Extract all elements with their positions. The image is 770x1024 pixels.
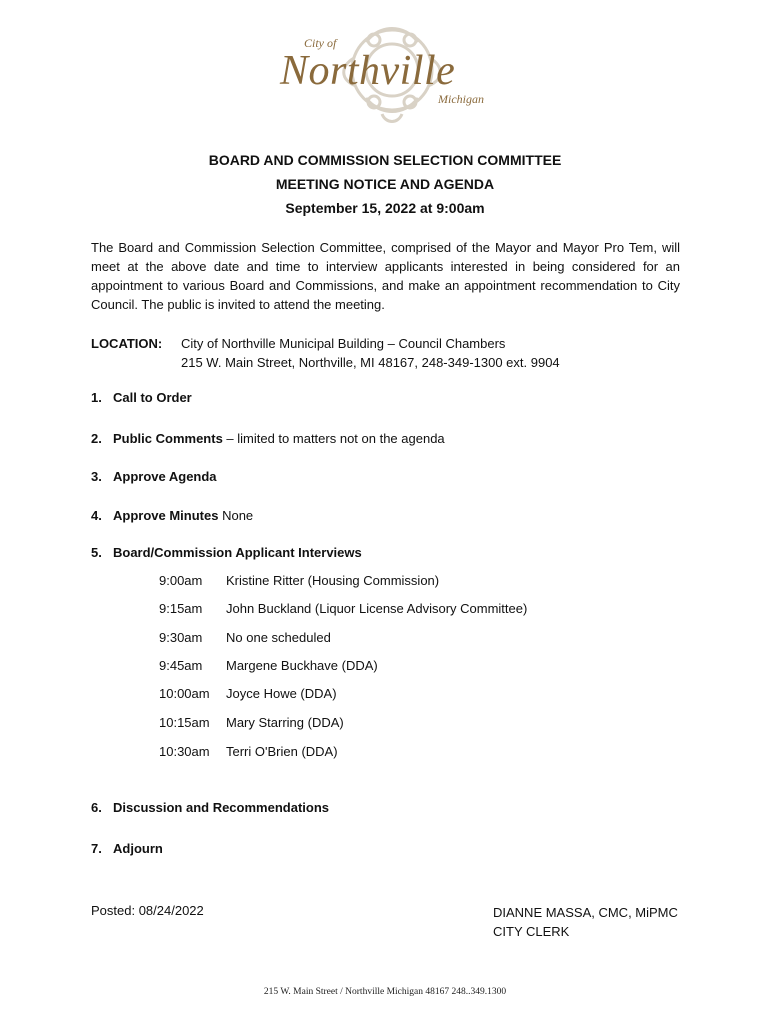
interview-applicant: Margene Buckhave (DDA) xyxy=(226,658,378,673)
agenda-item xyxy=(91,431,445,448)
interview-applicant: Joyce Howe (DDA) xyxy=(226,686,337,701)
interview-time: 10:00am xyxy=(159,686,210,701)
interview-row xyxy=(159,744,338,761)
interview-applicant: John Buckland (Liquor License Advisory Committee) xyxy=(226,601,528,616)
interview-time: 9:45am xyxy=(159,658,203,673)
meeting-date: September 15, 2022 at 9:00am xyxy=(285,200,485,216)
agenda-item xyxy=(91,390,192,407)
agenda-item xyxy=(91,841,163,858)
agenda-number: 4. xyxy=(91,508,102,523)
agenda-item xyxy=(91,545,362,562)
committee-title: BOARD AND COMMISSION SELECTION COMMITTEE xyxy=(208,152,562,168)
agenda-label: Public Comments xyxy=(113,431,223,446)
agenda-number: 2. xyxy=(91,431,102,446)
logo-city-of: City of xyxy=(304,36,337,50)
interview-applicant: Terri O'Brien (DDA) xyxy=(226,744,338,759)
logo-state: Michigan xyxy=(438,92,484,106)
interview-row xyxy=(159,630,331,647)
agenda-item xyxy=(91,508,253,525)
agenda-number: 5. xyxy=(91,545,102,560)
interview-row xyxy=(159,686,337,703)
document-titles xyxy=(0,148,770,220)
agenda-label: Adjourn xyxy=(113,841,163,856)
intro-paragraph: The Board and Commission Selection Committee, comprised of the Mayor and Mayor Pro Tem, will meet at the above date and time to interview applicants interested in being considered for an appointment to various Board and Commissions, and make an appointment recommendation to City Council. The public is invited to attend the meeting. xyxy=(91,240,680,312)
interview-time: 9:30am xyxy=(159,630,203,645)
agenda-label: Approve Minutes xyxy=(113,508,219,523)
agenda-label: Board/Commission Applicant Interviews xyxy=(113,545,362,560)
interview-row xyxy=(159,573,439,590)
agenda-number: 6. xyxy=(91,800,102,815)
agenda-label: Call to Order xyxy=(113,390,192,405)
agenda-detail: – limited to matters not on the agenda xyxy=(222,431,445,446)
location-label: LOCATION: xyxy=(91,336,163,351)
logo-city-name: Northville xyxy=(280,48,456,94)
signature-block xyxy=(493,903,678,941)
location-line-1: City of Northville Municipal Building – Council Chambers xyxy=(181,336,506,351)
city-logo xyxy=(270,22,510,134)
interview-row xyxy=(159,715,344,732)
location-lines xyxy=(181,334,560,372)
interview-time: 10:30am xyxy=(159,744,210,759)
agenda-number: 7. xyxy=(91,841,102,856)
interview-row xyxy=(159,601,527,618)
clerk-name: DIANNE MASSA, CMC, MiPMC xyxy=(493,905,678,920)
interview-time: 10:15am xyxy=(159,715,210,730)
posted-date: Posted: 08/24/2022 xyxy=(91,903,204,918)
notice-title: MEETING NOTICE AND AGENDA xyxy=(275,176,495,192)
interview-applicant: Mary Starring (DDA) xyxy=(226,715,344,730)
agenda-number: 3. xyxy=(91,469,102,484)
clerk-title: CITY CLERK xyxy=(493,924,570,939)
agenda-number: 1. xyxy=(91,390,102,405)
agenda-item xyxy=(91,469,217,486)
agenda-item xyxy=(91,800,329,817)
interview-time: 9:15am xyxy=(159,601,203,616)
location-line-2: 215 W. Main Street, Northville, MI 48167, 248-349-1300 ext. 9904 xyxy=(181,355,560,370)
agenda-label: Discussion and Recommendations xyxy=(113,800,329,815)
interview-time: 9:00am xyxy=(159,573,203,588)
interview-applicant: No one scheduled xyxy=(226,630,331,645)
agenda-label: Approve Agenda xyxy=(113,469,217,484)
footer-address: 215 W. Main Street / Northville Michigan 48167 248..349.1300 xyxy=(263,987,507,997)
agenda-detail: None xyxy=(218,508,254,523)
interview-applicant: Kristine Ritter (Housing Commission) xyxy=(226,573,440,588)
interview-row xyxy=(159,658,378,675)
